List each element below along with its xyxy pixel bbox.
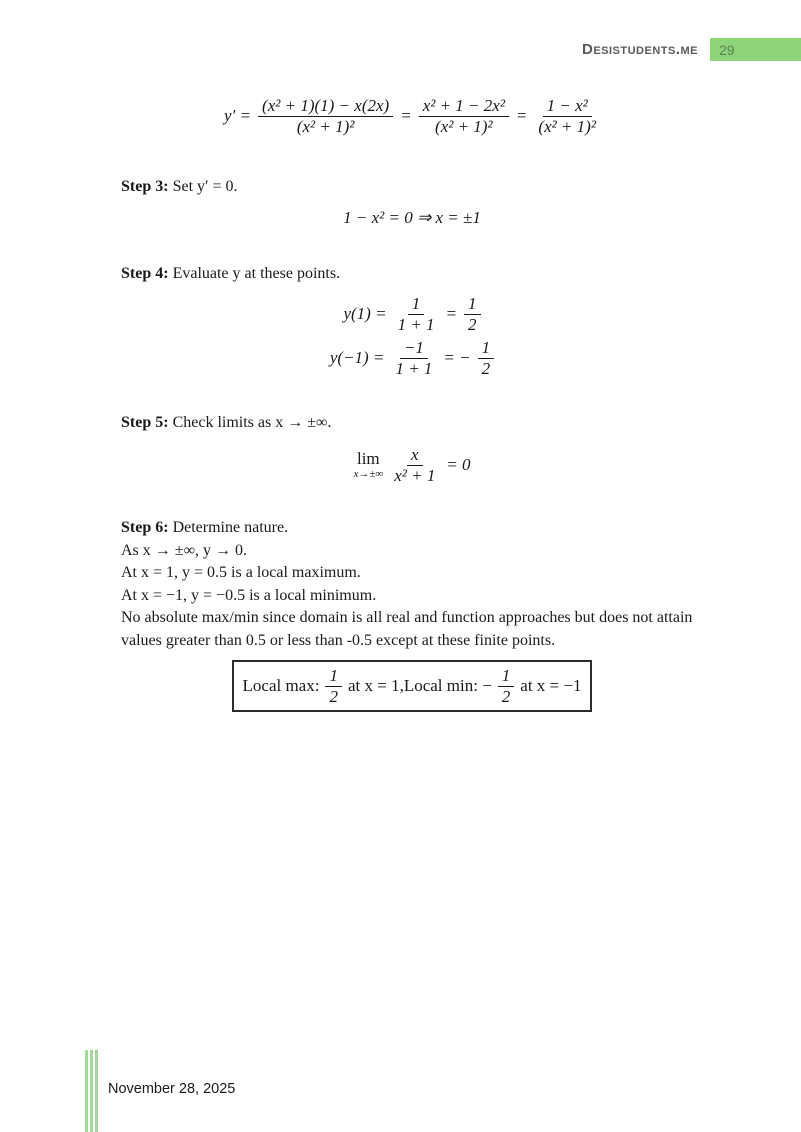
fraction: $\frac{x}{\text{x² + 1}}$ (394, 445, 436, 485)
step4-eq2: y(−1) = $\frac{-1}{1 + 1}$ = − $\frac{1}{2}$ (121, 338, 703, 378)
green-line (95, 1050, 98, 1132)
answer-part1: Local max: (242, 676, 320, 696)
step3-label: Step 3: (121, 178, 169, 195)
step6-text: Determine nature. (168, 519, 289, 536)
equation-derivative (121, 96, 703, 136)
fraction: $\frac{\text{x² + 1 − 2x²}}{\text{(x² + 1)²}}$ (419, 96, 509, 136)
footer-decorative-lines (85, 1050, 98, 1132)
step4-eq1: y(1) = $\frac{1}{1 + 1}$ = $\frac{1}{2}$ (121, 294, 703, 334)
step6-block (121, 517, 703, 652)
page-number-badge (710, 38, 801, 61)
fraction: $\frac{1}{1 + 1}$ (397, 294, 435, 334)
step5-heading (121, 414, 703, 432)
step6-label: Step 6: (121, 519, 169, 536)
green-line (85, 1050, 88, 1132)
step4-text: Evaluate y at these points. (168, 265, 341, 282)
step5-text: Check limits as x → ±∞. (168, 414, 332, 431)
equals-zero: = 0 (446, 455, 471, 475)
step6-line: At x = −1, y = −0.5 is a local minimum. (121, 586, 377, 604)
limit-operator: lim x→±∞ (353, 449, 384, 481)
footer-date: November 28, 2025 (108, 1081, 236, 1097)
answer-end: at x = −1 (520, 676, 582, 696)
step4-label: Step 4: (121, 265, 169, 282)
answer-container (121, 660, 703, 712)
fraction: $\frac{1}{2}$ (498, 666, 515, 706)
step6-line: As x → ±∞, y → 0. (121, 541, 247, 559)
step5-limit-equation (121, 445, 703, 485)
equals-sign: = (445, 304, 458, 324)
green-line (90, 1050, 93, 1132)
fraction: $\frac{\text{1 − x²}}{\text{(x² + 1)²}}$ (538, 96, 596, 136)
fraction: $\frac{1}{2}$ (464, 294, 481, 334)
step6-line: At x = 1, y = 0.5 is a local maximum. (121, 564, 361, 581)
site-name: Desistudents.me (581, 41, 698, 58)
answer-mid: at x = 1,Local min: − (347, 676, 492, 696)
equals-sign: = (515, 106, 528, 126)
step5-label: Step 5: (121, 414, 169, 431)
step3-equation: 1 − x² = 0 ⇒ x = ±1 (343, 208, 481, 227)
step3-text: Set y′ = 0. (168, 178, 238, 195)
equals-sign: = − (443, 348, 471, 368)
fraction: $\frac{-1}{1 + 1}$ (395, 338, 433, 378)
step4-equations (121, 294, 703, 378)
eq-lhs: y′ = (224, 106, 252, 126)
step4-heading (121, 265, 703, 283)
fraction: $\frac{1}{2}$ (478, 338, 495, 378)
equals-sign: = (400, 106, 412, 126)
step6-heading (121, 517, 703, 540)
fraction: $\frac{\text{(x² + 1)(1) − x(2x)}}{\text{(x² + 1)²}}$ (258, 96, 393, 136)
page-number: 29 (719, 41, 735, 58)
fraction: $\frac{1}{2}$ (325, 666, 342, 706)
answer-box (232, 660, 593, 712)
step3-heading (121, 178, 703, 196)
step6-line: No absolute max/min since domain is all real and function approaches but does not attain values greater than 0.5 or less than -0.5 except at these finite points. (121, 609, 693, 649)
